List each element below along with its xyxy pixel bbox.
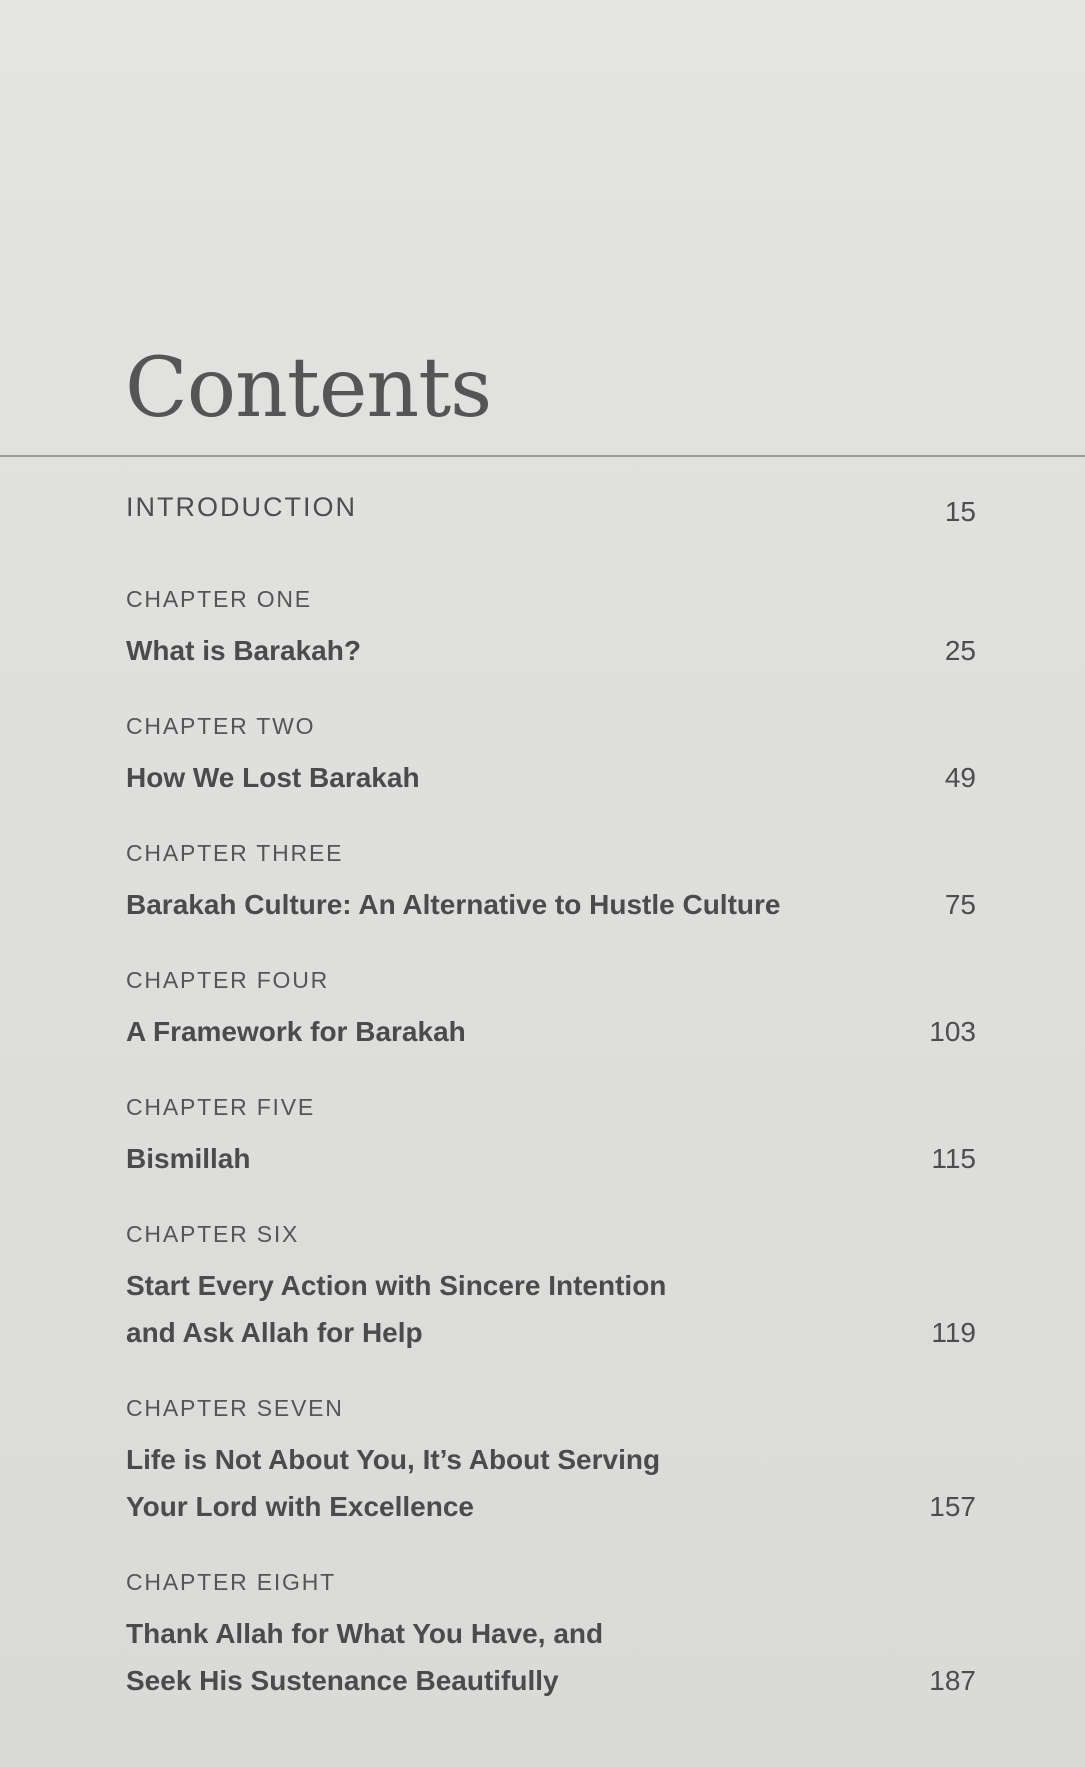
chapter-page-number: 115 xyxy=(931,1143,976,1174)
toc-entry-chapter xyxy=(126,1394,976,1568)
chapter-label: CHAPTER FIVE xyxy=(126,1094,316,1120)
chapter-label: CHAPTER TWO xyxy=(126,713,316,739)
chapter-title-row xyxy=(126,754,976,801)
chapter-title-line: Life is Not About You, It’s About Serving xyxy=(126,1444,661,1475)
toc-entry-chapter xyxy=(126,1093,976,1220)
chapter-title-row xyxy=(126,1008,976,1055)
chapter-page-number: 119 xyxy=(931,1317,976,1348)
chapter-title xyxy=(126,754,866,801)
title-divider xyxy=(0,455,1085,457)
chapter-title xyxy=(126,1262,866,1356)
chapter-title-line: What is Barakah? xyxy=(126,635,361,666)
chapter-label: CHAPTER SEVEN xyxy=(126,1395,344,1421)
toc-entry-chapter xyxy=(126,839,976,966)
chapter-title-row xyxy=(126,627,976,674)
chapter-page-number: 49 xyxy=(944,762,976,793)
chapter-title-line: How We Lost Barakah xyxy=(126,762,420,793)
chapter-list xyxy=(126,585,976,1742)
chapter-page-number: 157 xyxy=(929,1491,976,1522)
chapter-title xyxy=(126,1436,866,1530)
chapter-title-row xyxy=(126,1436,976,1530)
chapter-title-row xyxy=(126,1262,976,1356)
chapter-title-line: Seek His Sustenance Beautifully xyxy=(126,1665,559,1696)
chapter-title-row xyxy=(126,1610,976,1704)
chapter-title xyxy=(126,881,866,928)
chapter-title-row xyxy=(126,1135,976,1182)
chapter-title-line: Bismillah xyxy=(126,1143,251,1174)
chapter-title-line: Barakah Culture: An Alternative to Hustle Culture xyxy=(126,889,781,920)
chapter-title xyxy=(126,1008,866,1055)
chapter-title-line: and Ask Allah for Help xyxy=(126,1317,423,1348)
chapter-label: CHAPTER EIGHT xyxy=(126,1569,336,1595)
chapter-title-line: A Framework for Barakah xyxy=(126,1016,466,1047)
chapter-label: CHAPTER FOUR xyxy=(126,967,330,993)
toc-entry-chapter xyxy=(126,712,976,839)
chapter-page-number: 187 xyxy=(929,1665,976,1696)
chapter-label: CHAPTER ONE xyxy=(126,586,312,612)
chapter-label: CHAPTER SIX xyxy=(126,1221,300,1247)
chapter-title-row xyxy=(126,881,976,928)
toc-entry-chapter xyxy=(126,1568,976,1742)
chapter-label: CHAPTER THREE xyxy=(126,840,344,866)
toc-entry-chapter xyxy=(126,966,976,1093)
chapter-title xyxy=(126,627,866,674)
page-title: Contents xyxy=(125,341,492,436)
introduction-label: INTRODUCTION xyxy=(126,492,357,522)
table-of-contents xyxy=(126,480,976,1742)
introduction-page-number: 15 xyxy=(944,496,976,527)
toc-entry-chapter xyxy=(126,1220,976,1394)
toc-entry-chapter xyxy=(126,585,976,712)
chapter-title-line: Start Every Action with Sincere Intention xyxy=(126,1270,667,1301)
chapter-title xyxy=(126,1610,866,1704)
chapter-page-number: 75 xyxy=(944,889,976,920)
toc-entry-introduction xyxy=(126,480,976,585)
chapter-title-line: Your Lord with Excellence xyxy=(126,1491,475,1522)
chapter-title xyxy=(126,1135,866,1182)
chapter-page-number: 25 xyxy=(944,635,976,666)
chapter-page-number: 103 xyxy=(929,1016,976,1047)
chapter-title-line: Thank Allah for What You Have, and xyxy=(126,1618,604,1649)
